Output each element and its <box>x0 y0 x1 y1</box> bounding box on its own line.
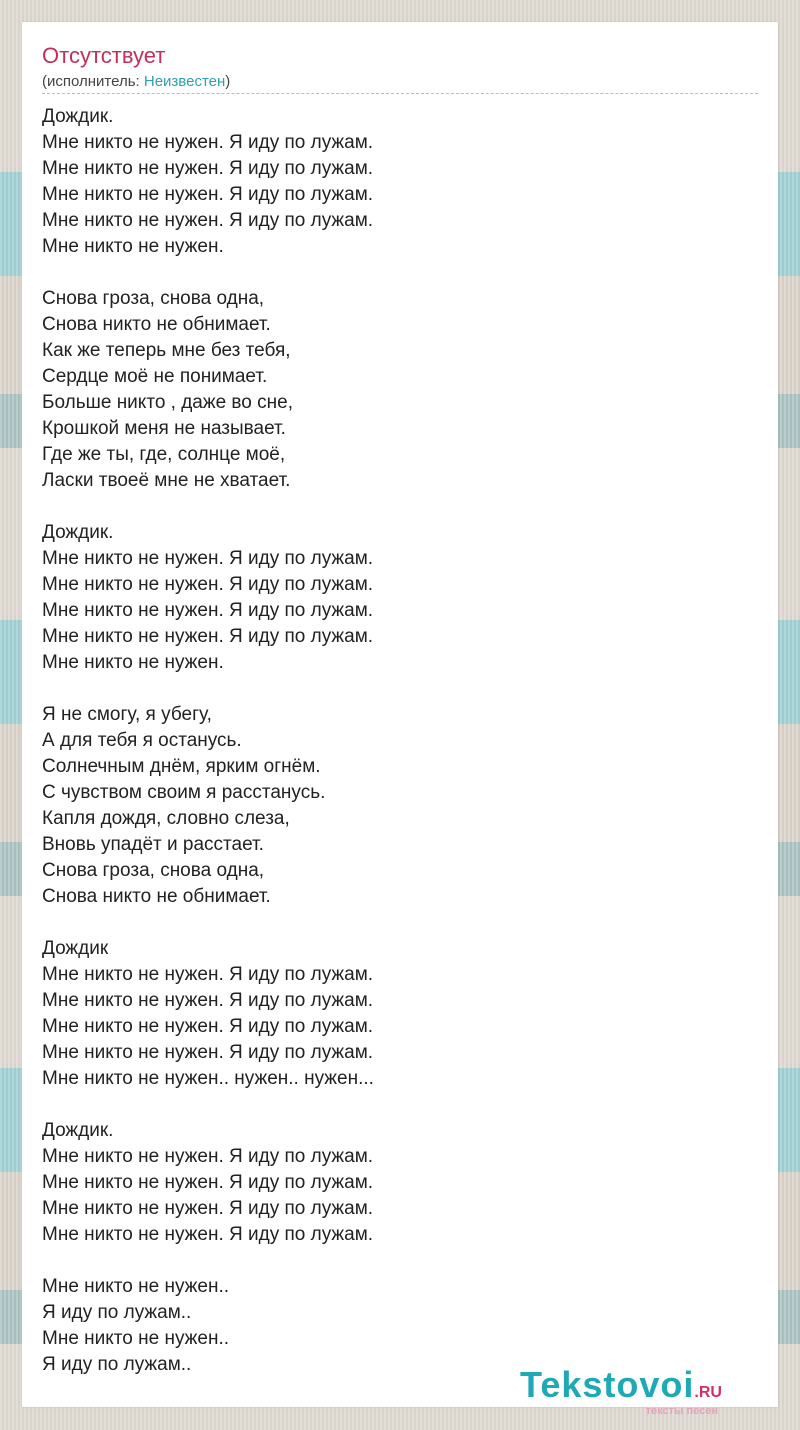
lyric-line: Ласки твоеё мне не хватает. <box>42 470 291 491</box>
lyrics-text <box>42 104 742 1378</box>
lyric-line: Где же ты, где, солнце моё, <box>42 444 286 465</box>
lyric-line: Мне никто не нужен. Я иду по лужам. <box>42 574 374 595</box>
lyric-line: А для тебя я останусь. <box>42 730 242 751</box>
lyric-line <box>42 910 742 936</box>
lyric-line: Как же теперь мне без тебя, <box>42 340 291 361</box>
lyric-line: Больше никто , даже во сне, <box>42 392 293 413</box>
lyric-line: Мне никто не нужен. Я иду по лужам. <box>42 548 374 569</box>
lyric-line: Вновь упадёт и расстает. <box>42 834 264 855</box>
lyric-line: Мне никто не нужен. Я иду по лужам. <box>42 1146 374 1167</box>
lyric-line <box>42 1248 742 1274</box>
lyric-line: Мне никто не нужен. Я иду по лужам. <box>42 184 374 205</box>
lyric-line: Снова гроза, снова одна, <box>42 860 265 881</box>
lyric-line: Мне никто не нужен.. <box>42 1328 230 1349</box>
song-title: Отсутствует <box>42 43 166 68</box>
artist-prefix: (исполнитель: <box>42 73 144 90</box>
lyrics-card <box>22 22 778 1417</box>
lyric-line: Снова никто не обнимает. <box>42 886 271 907</box>
lyric-line: Снова никто не обнимает. <box>42 314 271 335</box>
lyric-line: Мне никто не нужен. <box>42 236 224 257</box>
logo-tld: .RU <box>694 1384 722 1401</box>
lyric-line: Мне никто не нужен. Я иду по лужам. <box>42 626 374 647</box>
lyric-line: Крошкой меня не называет. <box>42 418 286 439</box>
lyric-line: Мне никто не нужен. Я иду по лужам. <box>42 1198 374 1219</box>
lyric-line: Солнечным днём, ярким огнём. <box>42 756 321 777</box>
lyric-line: Сердце моё не понимает. <box>42 366 268 387</box>
title-divider <box>42 93 758 94</box>
lyric-line: Капля дождя, словно слеза, <box>42 808 290 829</box>
lyric-line <box>42 1092 742 1118</box>
artist-line <box>42 72 230 92</box>
lyric-line: Мне никто не нужен. Я иду по лужам. <box>42 158 374 179</box>
lyric-line: Мне никто не нужен. Я иду по лужам. <box>42 600 374 621</box>
lyric-line: Снова гроза, снова одна, <box>42 288 265 309</box>
lyric-line <box>42 676 742 702</box>
lyric-line: Мне никто не нужен. Я иду по лужам. <box>42 1042 374 1063</box>
lyric-line <box>42 494 742 520</box>
lyric-line: С чувством своим я расстанусь. <box>42 782 326 803</box>
lyric-line: Мне никто не нужен. Я иду по лужам. <box>42 1224 374 1245</box>
lyric-line: Я иду по лужам.. <box>42 1302 192 1323</box>
lyric-line: Мне никто не нужен. Я иду по лужам. <box>42 132 374 153</box>
lyric-line: Мне никто не нужен. Я иду по лужам. <box>42 964 374 985</box>
lyric-line: Дождик <box>42 938 109 959</box>
lyric-line: Мне никто не нужен. Я иду по лужам. <box>42 210 374 231</box>
artist-link[interactable]: Неизвестен <box>143 73 226 90</box>
lyric-line: Дождик. <box>42 522 114 543</box>
logo-tagline: тексты песен <box>645 1405 718 1417</box>
lyric-line: Мне никто не нужен.. нужен.. нужен... <box>42 1068 374 1089</box>
lyric-line: Я иду по лужам.. <box>42 1354 192 1375</box>
lyric-line: Мне никто не нужен. <box>42 652 224 673</box>
lyric-line: Мне никто не нужен. Я иду по лужам. <box>42 1016 374 1037</box>
lyric-line: Мне никто не нужен. Я иду по лужам. <box>42 990 374 1011</box>
lyric-line: Мне никто не нужен. Я иду по лужам. <box>42 1172 374 1193</box>
lyric-line <box>42 260 742 286</box>
lyric-line: Я не смогу, я убегу, <box>42 704 212 725</box>
lyric-line: Дождик. <box>42 106 114 127</box>
artist-suffix: ) <box>225 73 231 90</box>
lyric-line: Мне никто не нужен.. <box>42 1276 230 1297</box>
lyric-line: Дождик. <box>42 1120 114 1141</box>
site-logo[interactable] <box>520 1365 750 1417</box>
logo-main-text: Tekstovoi <box>520 1364 695 1405</box>
